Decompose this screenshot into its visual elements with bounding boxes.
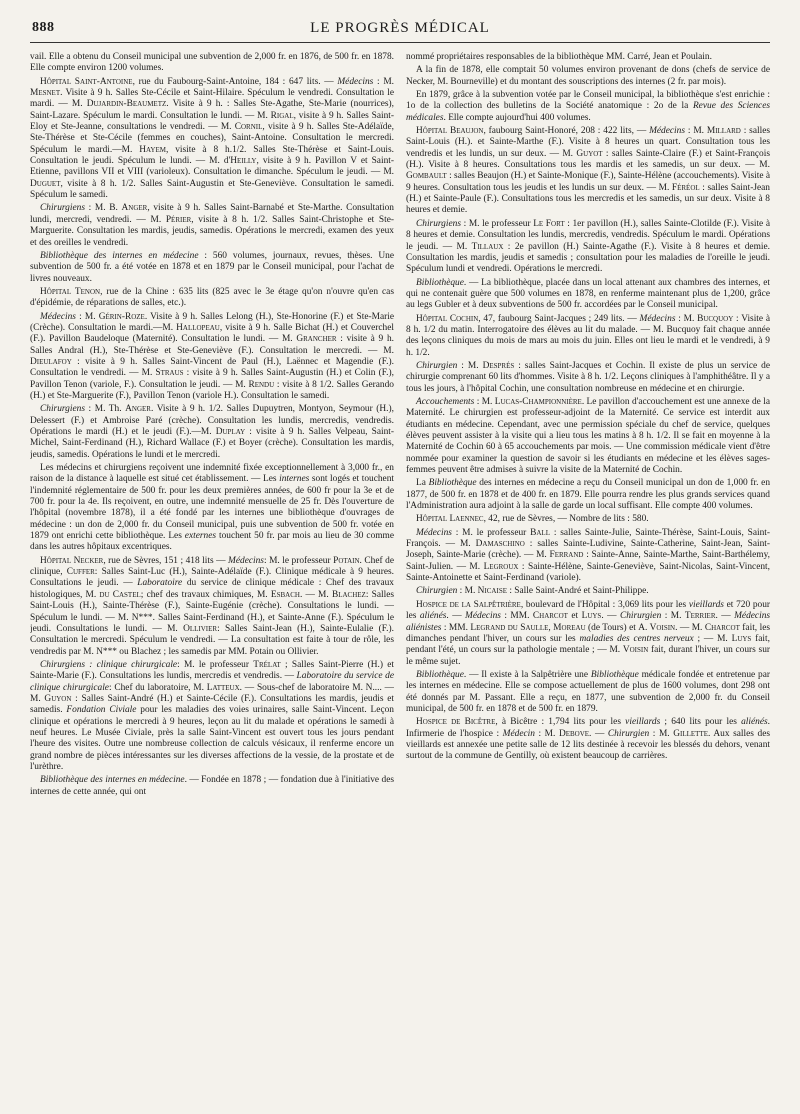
text-run: Ferrand [549,550,584,561]
text-run: Hôpital Cochin [416,313,479,324]
paragraph [406,717,770,762]
text-run: , à Bicêtre : 1,794 lits pour les [495,717,626,728]
text-run: vieillards [625,717,661,728]
paragraph [30,556,394,658]
text-run: Blachez [331,589,366,600]
text-run: , visite à 8 h. 1/2. Salles Saint-Christophe et Ste-Marguerite. Consultation les mardis, jeudis, samedis. Opérations le mercredi, examen des yeux et des oreilles le vendredi. [30,214,394,248]
text-run: Charcot [704,622,740,633]
text-run: : M. [661,611,685,622]
text-run: : M. Th. [84,404,126,415]
paragraph [30,404,394,461]
text-run: , visite à 9 h. Salle Bichat (H.) et Couverchel (F.). Pavillon Baudeloque (Maternité). Consultation le lundi. — M. [30,322,394,345]
text-run: A. Voisin [638,622,676,633]
text-run: internes [279,474,310,485]
text-run: Bibliothèque [416,277,464,288]
text-run: Hôpital Tenon [40,286,101,297]
page-header [30,18,770,43]
text-run: ; chef des travaux chimiques, M. [140,589,271,600]
text-run: Després [482,360,515,371]
text-run: . — M. [675,622,705,633]
text-run: Charcot [532,611,568,622]
text-run: : salles Sainte-Ludivine, Sainte-Catherine, Saint-Jean, Saint-Joseph, Sainte-Marie (crèche). — M. [406,539,770,561]
text-run: Dujardin-Beaumetz [86,99,167,110]
text-run: Duplay [215,427,246,437]
text-run: : MM. [500,611,533,622]
text-run: : visite à 9 h. Salles Andral (H.), Ste-Thérèse et Ste-Geneviève (F.). Consultation le mercredi. — M. [30,334,394,356]
text-run: Médecins [228,555,264,566]
text-run: Bucquoy [697,313,734,324]
paragraph [406,397,770,476]
text-run: : M. le professeur [460,218,534,229]
text-run: Nicaise [477,586,507,597]
text-run: , faubourg Saint-Honoré, 208 : 422 lits, — [483,126,650,137]
text-run: Chirurgien [619,611,662,622]
text-run: Rigal [270,110,294,121]
text-run: . — M. [299,589,332,600]
text-run: Hôpital Laennec [416,514,484,525]
paragraph [406,219,770,276]
text-run: , 47, faubourg Saint-Jacques ; 249 lits. — [478,313,640,324]
text-run: Fondation Civiale [66,705,137,716]
text-run: Hayem [139,144,166,155]
text-run: Bibliothèque [416,669,464,680]
text-run: Le Fort [533,218,565,229]
text-run: : Salles Saint-André (H.) et Sainte-Cécile (F.). Consultations les mardis, jeudis et samedis. [30,693,394,716]
text-run: : Chef du laboratoire, M. [108,682,207,693]
text-run: ; Salles Saint-Pierre (H.) et Sainte-Marie (F.). Consultations les lundis, mercredis et vendredis. — [30,659,394,682]
text-run: La [416,478,429,489]
text-run: : Salles Saint-Luc (H.), Sainte-Adélaïde (F.). Clinique médicale à 9 heures. Consultations le jeudi. — [30,567,394,589]
text-run: Mesnet [30,88,61,99]
text-run: Ball [530,527,550,538]
text-run: Chirurgien [416,360,458,371]
text-run: En 1879, grâce à la subvention votée par le Conseil municipal, la bibliothèque s'est enrichie : 1o de la collection des bulletins de la Société anatomique : 2o de la [406,90,770,112]
text-run: , visite à 9 h. Pavillon V et Saint-Etienne, pavillons VII et VIII (varioleux). Consultation le dimanche. Spéculum le jeudi. — M. [30,156,394,178]
text-run: : salles Beaujon (H.) et Sainte-Monique (F.), Sainte-Hélène (accouchements). Visite à 9 heures. Consultation tous les jeudis et les lundis un sur deux. — M. [406,171,770,193]
text-run: médicale fondée et entretenue par les internes en médecine. Elle se compose actuellement de plus de 1600 volumes, dont 298 ont été donnés par M. Passant. Elle a reçu, en 1877, une subvention de 2,000 fr. du Conseil municipal, de 500 fr. en 1878 et de 500 fr. en 1879. [406,669,770,714]
text-run: : M. le professeur [177,659,254,670]
paragraph [406,314,770,359]
text-run: . Elle compte aujourd'hui 400 volumes. [443,112,591,123]
text-run: , [548,622,554,633]
text-run: Hôpital Necker [40,555,104,566]
text-run: Rendu [248,379,275,390]
text-run: Les médecins et chirurgiens reçoivent une indemnité fixée exceptionnellement à 3,000 fr., en raison de la distance à laquelle est situé cet établissement. — Les [30,463,394,485]
text-run: A la fin de 1878, elle comptait 50 volumes environ provenant de dons (chefs de service de Necker, M. Bourneville) et du montant des souscriptions des internes (2 fr. par mois). [406,65,770,87]
text-run: Debove [558,728,590,739]
text-run: Bibliothèque [428,478,477,489]
text-run: : M. [649,728,674,739]
paragraph [406,52,770,63]
text-run: : MM. [441,622,471,633]
text-run: . Visite à 9 h. 1/2. Salles Dupuytren, Montyon, Seymour (H.), Delessert (F.) et Ambroise Paré (crèche). Consultation les lundis, mercredis, vendredis. Opérations le mardi (H.) et le jeudi (F.).—M. [30,404,394,437]
text-run: Hospice de la Salpêtrière [416,599,521,610]
text-run: Luys [731,633,752,644]
text-run: , visite à 8 h. 1/2. Salles Saint-Augustin et Ste-Geneviève. Consultation le samedi. Spéculum le samedi. [30,178,394,201]
text-run: touchent 50 fr. par mois au lieu de 30 comme dans les autres hôpitaux excentriques. [30,531,394,553]
text-run: . — Fondée en 1878 ; — fondation due à l'initiative des internes de cette année, qui ont [30,775,394,797]
text-run: : Salles Saint-Louis (H.), Sainte-Thérèse (F.), Sainte-Eugénie (crèche). Consultations le lundi. — Spéculum le lundi. — M. N***. Salles Saint-Ferdinand (H.), et Sainte-Anne (F.). Spéculum le jeudi. Consultations le lundi. — M. [30,589,394,634]
page-title: LE PROGRÈS MÉDICAL [310,20,490,36]
text-run: Tillaux [471,241,504,252]
text-run: ; 640 lits pour les [660,717,742,728]
paragraph [30,203,394,248]
text-run: Chirurgien [416,586,458,597]
paragraph [30,463,394,554]
article-body [30,52,770,1104]
text-run: Duguet [30,178,61,189]
text-run: Chirurgiens [40,203,85,214]
text-run: Hospice de Bicêtre [416,717,496,728]
paragraph [406,361,770,395]
text-run: : visite à 9 h. Salles Velpeau, Saint-Michel, Saint-Ferdinand (H.), Richard Wallace (F.) et Boyer (crèche). Consultation les mardis, jeudis, samedis. Opérations le lundi et le mercredi. [30,427,394,460]
text-run: : salles Sainte-Claire (F.) et Saint-François (H.). Visite à 8 heures. Consultations tous les mardis et les samedis, un sur deux. — M. [406,148,770,171]
paragraph [406,278,770,312]
text-run: Cuffer [66,567,95,578]
text-run: : salles Saint-Jacques et Cochin. Il existe de plus un service de chirurgie comprenant 60 lits d'hommes. Visite à 8 h. 1/2. Leçons cliniques à l'amphithéâtre. Il y a tous les jours, à l'hôpital Cochin, une consultation nombreuse en médecine et en chirurgie. [406,360,770,394]
text-run: Médecins [639,313,676,324]
text-run: : M. [457,360,483,371]
text-run: du service de clinique médicale : Chef des travaux histologiques, M. [30,578,394,600]
paragraph [406,478,770,512]
text-run: Bibliothèque des internes en médecine [40,250,199,261]
paragraph [30,52,394,75]
text-run: Moreau [553,622,586,633]
text-run: : M. [373,76,394,87]
text-run: . Le pavillon d'accouchement est une annexe de la Maternité. Le chirurgien est professeur-adjoint de la Maternité. Ce service est interdit aux étudiants en médecine. Cependant, avec une permission spéciale du chef de service, quelques élèves peuvent assister à la visite qui a lieu tous les matins à 8 h. 1/2. Il se fait en moyenne à la Maternité de Cochin 60 à 65 accouchements par mois. — Une commission médicale vient d'être nommée pour examiner la question de savoir si les étudiants en médecine et les élèves sages-femmes peuvent être admises à suivre la visite de la Maternité de Cochin. [406,396,770,476]
paragraph [406,514,770,525]
text-run: Gérin-Roze [98,311,145,322]
text-run: (de Tours) et [585,622,639,633]
text-run: Anger [125,404,151,415]
text-run: du Castel [99,589,141,600]
text-run: Bibliothèque [590,669,639,680]
text-run: Cornil [234,122,263,133]
text-run: Médecin [502,728,535,739]
text-run: : M. [675,313,698,324]
text-run: aliénés [741,717,768,728]
text-run: , rue de Sèvres, 151 ; 418 lits — [103,555,229,566]
text-run: Médecins [416,527,452,538]
paragraph [30,77,394,202]
text-run: . Aux salles des vieillards est annexée une petite salle de 12 lits destinée à recevoir les blessés du dehors, venant surtout de la commune de Gentilly, où existent beaucoup de carrières. [406,728,770,762]
text-run: , boulevard de l'Hôpital : 3,069 lits pour les [520,599,689,610]
text-run: Laboratoire du service de clinique chirurgicale [30,671,394,693]
text-run: Médecins [337,76,374,87]
text-run: nommé propriétaires responsables de la bibliothèque MM. Carré, Jean et Poulain. [406,52,712,62]
text-run: pour les maladies des voies urinaires, salle Saint-Vincent. Leçon clinique et opérations le mercredi à 9 heures, leçon au lit du malade et opérations le samedi à neuf heures. Le Musée Civiale, près la salle Saint-Vincent est ouvert tous les jours pendant l'heure des visites. Outre une nombreuse collection de calculs vésicaux, il renferme encore un grand nombre de pièces intéressantes sur les diverses affections de la vessie, de la prostate et de l'urèthre. [30,705,394,772]
text-run: . Visite à 9 h. Salles Ste-Cécile et Saint-Hilaire. Spéculum le vendredi. Consultation le mardi. — M. [30,88,394,110]
paragraph [30,660,394,773]
text-run: : 560 volumes, journaux, revues, thèses. Une subvention de 500 fr. a été votée en 1878 et en 1879 par le Conseil municipal, pour l'achat de livres nouveaux. [30,250,394,284]
text-run: vail. Elle a obtenu du Conseil municipal une subvention de 2,000 fr. en 1876, de 500 fr. en 1878. Elle compte environ 1200 volumes. [30,52,394,74]
text-run: , visite à 9 h. Salles Saint-Barnabé et Ste-Marthe. Consultation lundi, mercredi, vendredi. — M. [30,203,394,225]
text-run: . — Il existe à la Salpêtrière une [463,669,591,680]
text-run: Latteux [206,682,240,693]
paragraph [406,600,770,668]
text-run: : Sainte-Anne, Sainte-Marthe, Saint-Barthélemy, Saint-Julien. — M. [406,550,770,572]
text-run: . Visite à 9 h. Salles Lelong (H.), Ste-Honorine (F.) et Ste-Marie (Crèche). Consultation le mardi.—M. [30,311,394,333]
text-run: : 2e pavillon (H.) Sainte-Agathe (F.). Visite à 8 heures et demie. Consultation les mardis, jeudis et samedis ; consultation pour les maladies de l'oreille le jeudi. Spéculum lundi et vendredi. Opérations le mercredi. [406,241,770,275]
text-run: Damaschino [475,539,525,550]
page-number: 888 [32,20,55,35]
text-run: , 42, rue de Sèvres, — Nombre de lits : 580. [483,514,649,525]
text-run: Chirurgien [607,728,650,739]
text-run: Périer [165,214,192,225]
text-run: Médecins aliénistes [406,611,770,633]
text-run: Heilly [230,156,257,167]
text-run: : Sainte-Hélène, Sainte-Geneviève, Saint-Nicolas, Saint-Vincent, Sainte-Antoinette et Saint-Ferdinand (variole). [406,561,770,584]
text-run: : M. [474,396,495,407]
text-run: maladies des centres nerveux [579,633,694,644]
text-run: Chirurgiens [416,218,461,229]
text-run: Lucas-Championnière [494,396,582,407]
text-run: Hôpital Beaujon [416,126,484,137]
text-run: : salles Sainte-Julie, Sainte-Thérèse, Saint-Louis, Saint-François. — M. [406,527,770,550]
text-run: . Chef de clinique, [30,555,394,578]
text-run: , rue du Faubourg-Saint-Antoine, 184 : 647 lits. — [132,76,338,87]
text-run: Guyot [576,148,603,159]
paragraph [30,312,394,403]
text-run: : M. [457,586,478,597]
text-run: : M. le professeur [451,527,531,538]
text-run: Grancher [296,334,337,345]
text-run: Chirurgiens : clinique chirurgicale [40,659,178,670]
text-run: Legroux [483,561,519,572]
text-run: Hôpital Saint-Antoine [40,76,133,87]
paragraph [406,528,770,585]
text-run: et [567,611,582,622]
text-run: : salles Saint-Jean (H.) et Sainte-Paule (F.). Consultations tous les mercredis et les samedis, un sur deux. Visite à 8 heures et demie. [406,182,770,216]
text-run: Accouchements [416,396,475,407]
paragraph [30,251,394,285]
text-run: : visite à 9 h. Salles Saint-Augustin (H.) et Colin (F.), Pavillon Tenon (variole, F.). Consultation le jeudi. — M. [30,368,394,390]
text-run: Médecins [40,311,76,322]
text-run: . Visite à 9 h. : Salles Ste-Agathe, Ste-Marie (nourrices), Saint-Lazare. Spéculum le mardi. Consultation le lundi. — M. [30,99,394,121]
text-run: Guyon [44,693,72,704]
text-run: Féréol [671,182,700,193]
text-run: , visite à 9 h. Salles Saint-Eloy et Ste-Jeanne, consultations le vendredi. — M. [30,110,394,133]
right-column [406,52,770,1104]
text-run: : Salles Saint-Jean (H.), Sainte-Eulalie (F.). Consultation le mercredi. Spéculum le vendredi. — La consultation est faite à tour de rôle, les vendredis par M. N*** ou Blachez ; les samedis par MM. Potain ou Ollivier. [30,623,394,657]
text-run: Luys [581,611,602,622]
paragraph [406,90,770,124]
paragraph [406,126,770,217]
text-run: : Visite à 8 h. 1/2 du matin. Interrogatoire des élèves au lit du malade. — M. Bucquoy fait chaque année des leçons cliniques du mois de mars au mois du juin. Elles ont lieu le mardi et le vendredi, à 9 h. 1/2. [406,313,770,358]
text-run: Médecins [465,611,501,622]
text-run: fait, durant l'hiver, un cours sur le même sujet. [406,645,770,667]
text-run: . — [589,728,608,739]
text-run: : Salle Saint-André et Saint-Philippe. [506,586,649,597]
text-run: : M. [75,311,99,322]
paragraph [30,287,394,310]
text-run: . — La bibliothèque, placée dans un local attenant aux chambres des internes, et qui ne contenait guère que 500 volumes en 1878, en renferme maintenant plus de 1,200, grâce au legs Gubler et à deux subventions de 500 fr. accordées par le Conseil municipal. [406,277,770,311]
text-run: Anger [121,203,148,214]
text-run: , visite à 9 h. Salles Ste-Adélaïde, Ste-Thérèse et Ste-Cécile (femmes en couches), Saint-Antoine. Consultation le mercredi. Spéculum le mardi.—M. [30,122,394,155]
text-run: : M. [685,126,707,137]
text-run: externes [184,531,217,542]
paragraph [406,65,770,88]
text-run: Ollivier [183,623,218,634]
paragraph [406,670,770,715]
text-run: Dieulafoy [30,356,72,367]
text-run: Terrier [684,611,716,622]
text-run: : M. [534,728,559,739]
text-run: : 1er pavillon (H.), salles Sainte-Clotilde (F.). Visite à 8 heures et demie. Consultation les lundis, mercredis, vendredis. Spéculum le mardi. Opérations le jeudi. — M. [406,218,770,252]
text-run: ; — M. [693,633,732,644]
text-run: Esbach [270,589,300,600]
text-run: Médecins [649,126,685,137]
text-run: . — [446,611,466,622]
text-run: Gillette [673,728,708,739]
text-run: Legrand du Saulle [470,622,549,633]
text-run: Laboratoire [137,578,183,589]
text-run: Revue des Sciences médicales [406,101,770,123]
text-run: Voisin [622,645,649,656]
paragraph [406,586,770,597]
text-run: Chirurgiens [40,404,85,415]
text-run: fait, les dimanches pendant l'hiver, un cours sur les [406,622,770,644]
text-run: : visite à 9 h. Salles Saint-Vincent de Paul (H.), Laënnec et Magendie (F.). Consultation le vendredi. — M. [30,356,394,379]
text-run: , visite à 8 h.1/2. Salles Ste-Thérèse et Saint-Louis. Consultation le jeudi. Spéculum le lundi. — M. d' [30,144,394,167]
text-run: fait, pendant l'été, un cours sur la pathologie mentale ; — M. [406,633,770,656]
text-run: Hallopeau [176,322,220,333]
text-run: . Infirmerie de l'hospice : [406,717,770,739]
text-run: , rue de la Chine : 635 lits (825 avec le 3e étage qu'on n'ouvre qu'en cas d'épidémie, de réparations de salles, etc.). [30,286,394,309]
text-run: vieillards [688,599,724,610]
text-run: Potain [333,555,360,566]
text-run: : visite à 8 1/2. Salles Gerando (H.) et Ste-Marguerite (F.), Pavillon Tenon (variole H.). Consultation le samedi. [30,379,394,401]
text-run: : M. le professeur [263,555,334,566]
text-run: Millard [706,126,741,137]
left-column [30,52,394,1104]
text-run: Bibliothèque des internes en médecine [40,775,185,786]
text-run: des internes en médecine a reçu du Conseil municipal un don de 1,000 fr. en 1877, de 500 fr. en 1878 et de 400 fr. en 1879. Elle pourra rendre les plus grands services quand l'Administration aura adjoint à la salle de garde un local suffisant. Elle compte 400 volumes. [406,478,770,512]
text-run: aliénés [419,611,447,622]
text-run: . — [601,611,620,622]
text-run: . — Sous-chef de laboratoire M. N.... — M. [30,682,394,704]
text-run: . — [715,611,735,622]
text-run: Gombault [406,171,447,182]
text-run: Trélat [253,659,281,670]
text-run: : M. B. [84,203,122,214]
text-run: : salles Saint-Louis (H.). et Sainte-Marthe (F.). Visite à 8 heures un quart. Consultation tous les vendredis et les lundis, un sur deux. — M. [406,126,770,159]
text-run: sont logés et touchent l'indemnité réglementaire de 500 fr. pour les deux premières années, de 600 fr pour la 3e et de 700 fr. pour la 4e. Ils reçoivent, en outre, une indemnité mensuelle de 25 fr. Dès l'ouverture de l'hôpital (novembre 1878), il a été fondé par les internes une bibliothèque d'ouvrages de médecine : un don de 2,000 fr. du Conseil municipal, puis une subvention de 500 fr. votée en 1879 ont enrichi cette bibliothèque. Les [30,474,394,542]
paragraph [30,775,394,798]
text-run: et 720 pour les [406,599,770,622]
text-run: Straus [155,368,184,379]
